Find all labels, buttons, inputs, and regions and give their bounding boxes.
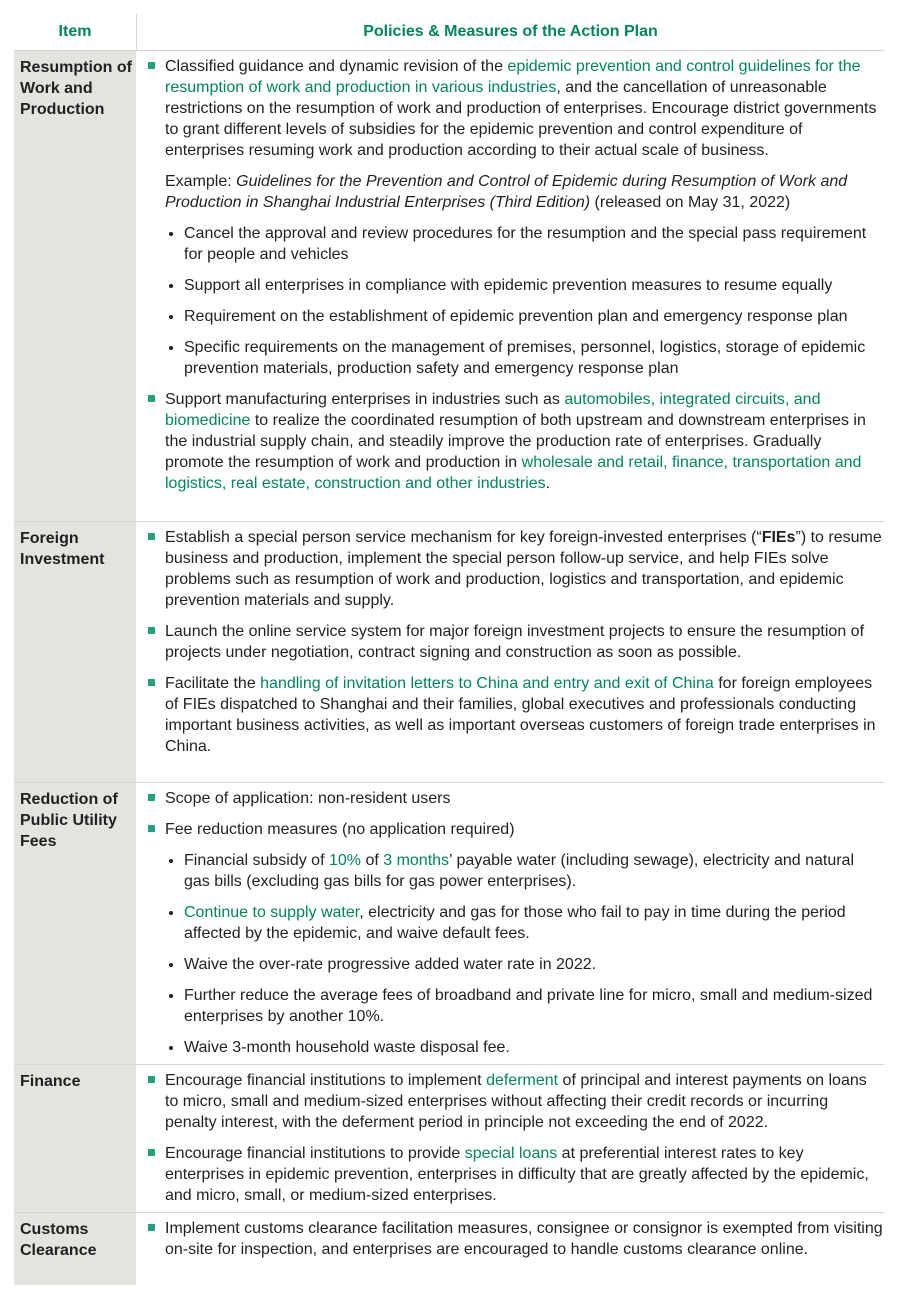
text-segment: of xyxy=(361,852,384,869)
highlight-text: deferment xyxy=(486,1072,559,1089)
bold-term: FIEs xyxy=(761,529,796,546)
example-note xyxy=(147,171,884,213)
sub-bullet-item: Waive 3-month household waste disposal fee. xyxy=(147,1037,884,1058)
text-segment: of principal and interest payments on loans to micro, small and medium-sized enterprises without affecting their credit records or incurring penalty interest, with the deferment period in principle not exceeding the end of 2022. xyxy=(165,1072,867,1131)
text-segment: ”) to resume business and production, implement the special person follow-up service, and help FIEs solve problems such as resumption of work and production, logistics and transportation, and epidemic prevention materials and supply. xyxy=(165,529,882,609)
highlight-text: 3 months xyxy=(383,852,450,869)
sub-bullet-item: Waive the over-rate progressive added water rate in 2022. xyxy=(147,954,884,975)
sub-bullet-item: Specific requirements on the management of premises, personnel, logistics, storage of epidemic prevention materials, production safety and emergency response plan xyxy=(147,337,884,379)
table-row xyxy=(14,522,884,783)
text-segment: Financial subsidy of xyxy=(184,852,329,869)
text-segment: , electricity and gas for those who fail to pay in time during the period affected by the epidemic, and waive default fees. xyxy=(184,904,846,942)
text-segment: to realize the coordinated resumption of both upstream and downstream enterprises in the industrial supply chain, and steadily improve the production rate of enterprises. Gradually promote the resumption of work and production in xyxy=(165,412,866,471)
row-policies-finance xyxy=(136,1065,884,1213)
highlight-text: special loans xyxy=(464,1145,558,1162)
sub-bullet-item: Cancel the approval and review procedures for the resumption and the special pass requirement for people and vehicles xyxy=(147,223,884,265)
table-header xyxy=(14,14,884,50)
highlight-text: automobiles, integrated circuits, and biomedicine xyxy=(165,391,821,429)
highlight-text: epidemic prevention and control guidelines for the resumption of work and production in various industries xyxy=(165,58,861,96)
row-policies-customs xyxy=(136,1213,884,1285)
row-label-finance: Finance xyxy=(14,1065,136,1213)
table-body xyxy=(14,50,884,1285)
header-policies: Policies & Measures of the Action Plan xyxy=(136,14,884,50)
sub-bullet-item: Requirement on the establishment of epidemic prevention plan and emergency response plan xyxy=(147,306,884,327)
text-segment: at preferential interest rates to key enterprises in epidemic prevention, enterprises in difficulty that are greatly affected by the epidemic, and micro, small, or medium-sized enterprises. xyxy=(165,1145,869,1204)
row-label-utility-fees: Reduction of Public Utility Fees xyxy=(14,783,136,1065)
text-segment: Establish a special person service mechanism for key foreign-invested enterprises (“ xyxy=(165,529,762,546)
text-segment: Encourage financial institutions to implement xyxy=(165,1072,487,1089)
sub-bullet-item: Further reduce the average fees of broadband and private line for micro, small and medium-sized enterprises by another 10%. xyxy=(147,985,884,1027)
text-segment: , and the cancellation of unreasonable restrictions on the resumption of work and production of enterprises. Encourage district governments to grant different levels of subsidies for the epidemic prevention and control expenditure of enterprises resuming work and production according to their actual scale of business. xyxy=(165,79,877,159)
sub-bullet-item: Support all enterprises in compliance with epidemic prevention measures to resume equally xyxy=(147,275,884,296)
table-row xyxy=(14,783,884,1065)
bullet-item: Scope of application: non-resident users xyxy=(147,788,884,809)
highlight-text: 10% xyxy=(328,852,361,869)
text-segment: Encourage financial institutions to provide xyxy=(165,1145,465,1162)
sub-bullet-item xyxy=(147,850,884,892)
bullet-item xyxy=(147,1070,884,1133)
row-policies-resumption xyxy=(136,51,884,522)
bullet-item xyxy=(147,1143,884,1206)
text-segment: Example: xyxy=(165,173,237,190)
bullet-item xyxy=(147,527,884,611)
bullet-item xyxy=(147,56,884,161)
row-label-resumption: Resumption of Work and Production xyxy=(14,51,136,522)
table-row xyxy=(14,51,884,522)
bullet-item: Launch the online service system for major foreign investment projects to ensure the resumption of projects under negotiation, contract signing and construction as soon as possible. xyxy=(147,621,884,663)
header-item: Item xyxy=(58,23,92,40)
row-policies-utility-fees xyxy=(136,783,884,1065)
highlight-text: Continue to supply water xyxy=(184,904,360,921)
table-row xyxy=(14,1213,884,1285)
text-segment: . xyxy=(545,475,551,492)
table-row xyxy=(14,1065,884,1213)
text-segment: ’ payable water (including sewage), electricity and natural gas bills (excluding gas bills for gas power enterprises). xyxy=(184,852,854,890)
text-segment: Classified guidance and dynamic revision of the xyxy=(165,58,508,75)
highlight-text: handling of invitation letters to China and entry and exit of China xyxy=(260,675,714,692)
row-label-foreign-investment: Foreign Investment xyxy=(14,522,136,783)
bullet-item xyxy=(147,673,884,757)
bullet-item: Fee reduction measures (no application required) xyxy=(147,819,884,840)
sub-bullet-item xyxy=(147,902,884,944)
text-segment: Support manufacturing enterprises in industries such as xyxy=(165,391,565,408)
row-policies-foreign-investment xyxy=(136,522,884,783)
policy-table xyxy=(14,14,884,1285)
text-segment: Facilitate the xyxy=(165,675,261,692)
bullet-item xyxy=(147,389,884,494)
text-segment: for foreign employees of FIEs dispatched to Shanghai and their families, global executives and professionals conducting important business activities, as well as important overseas customers of foreign trade enterprises in China. xyxy=(165,675,876,755)
highlight-text: wholesale and retail, finance, transportation and logistics, real estate, construction and other industries xyxy=(165,454,862,492)
row-label-customs: Customs Clearance xyxy=(14,1213,136,1285)
example-title: Guidelines for the Prevention and Control of Epidemic during Resumption of Work and Production in Shanghai Industrial Enterprises (Third Edition) xyxy=(165,173,848,211)
bullet-item: Implement customs clearance facilitation measures, consignee or consignor is exempted from visiting on-site for inspection, and enterprises are encouraged to handle customs clearance online. xyxy=(147,1218,884,1260)
text-segment: (released on May 31, 2022) xyxy=(590,194,791,211)
